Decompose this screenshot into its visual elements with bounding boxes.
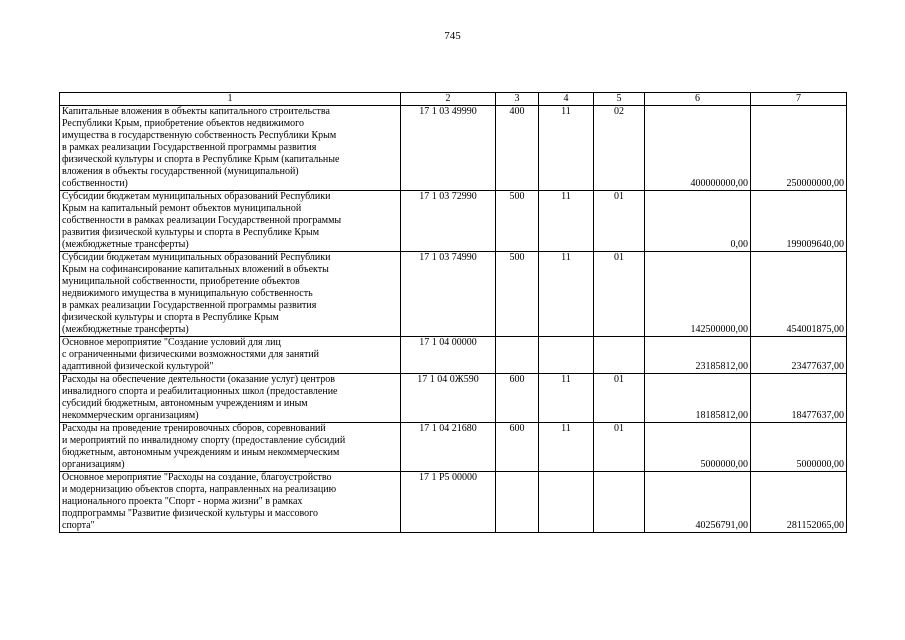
column-header: 1 (60, 93, 401, 106)
row-amount-2020-cell: 40256791,00 (645, 472, 751, 533)
row-code-cell: 17 1 P5 00000 (401, 472, 496, 533)
column-header: 7 (751, 93, 847, 106)
row-name-text: Субсидии бюджетам муниципальных образований Республики Крым на капитальный ремонт объектов муниципальной собственности в рамках реализации Государственной программы развития физической культуры и спорта в Республике Крым (межбюджетные трансферты) (62, 191, 342, 250)
row-subsection-cell: 01 (594, 423, 645, 472)
row-type-cell: 400 (496, 106, 539, 191)
row-name-cell (60, 374, 401, 423)
row-subsection-cell (594, 337, 645, 374)
budget-table (59, 92, 847, 533)
row-amount-2020-cell: 0,00 (645, 191, 751, 252)
row-section-cell: 11 (539, 106, 594, 191)
row-section-cell: 11 (539, 423, 594, 472)
row-code-cell: 17 1 03 72990 (401, 191, 496, 252)
row-type-cell: 500 (496, 191, 539, 252)
row-code-cell: 17 1 03 74990 (401, 252, 496, 337)
row-code-cell: 17 1 04 00000 (401, 337, 496, 374)
row-section-cell: 11 (539, 252, 594, 337)
column-header: 2 (401, 93, 496, 106)
row-section-cell: 11 (539, 191, 594, 252)
row-name-cell (60, 191, 401, 252)
row-type-cell: 600 (496, 423, 539, 472)
row-amount-2020-cell: 142500000,00 (645, 252, 751, 337)
row-subsection-cell: 01 (594, 252, 645, 337)
table-row (60, 423, 847, 472)
row-amount-2020-cell: 23185812,00 (645, 337, 751, 374)
column-header: 5 (594, 93, 645, 106)
row-amount-2020-cell: 400000000,00 (645, 106, 751, 191)
row-name-text: Капитальные вложения в объекты капитального строительства Республики Крым, приобретение объектов недвижимого имущества в государственную собственность Республики Крым в рамках реализации Государственной программы развития физической культуры и спорта в Республике Крым (капитальные вложения в объекты государственной (муниципальной) собственности) (62, 106, 340, 189)
row-subsection-cell: 02 (594, 106, 645, 191)
row-amount-2021-cell: 23477637,00 (751, 337, 847, 374)
row-name-cell (60, 423, 401, 472)
table-row (60, 106, 847, 191)
row-section-cell (539, 472, 594, 533)
row-name-text: Субсидии бюджетам муниципальных образований Республики Крым на софинансирование капитальных вложений в объекты муниципальной собственности, приобретение объектов недвижимого имущества в муниципальную собственность в рамках реализации Государственной программы развития физической культуры и спорта в Республике Крым (межбюджетные трансферты) (62, 252, 331, 335)
row-name-text: Основное мероприятие "Расходы на создание, благоустройство и модернизацию объектов спорта, направленных на реализацию национального проекта "Спорт - норма жизни" в рамках подпрограммы "Развитие физической культуры и массового спорта" (62, 472, 337, 531)
table-row (60, 374, 847, 423)
row-amount-2021-cell: 281152065,00 (751, 472, 847, 533)
row-code-cell: 17 1 04 21680 (401, 423, 496, 472)
row-type-cell (496, 472, 539, 533)
table-row (60, 337, 847, 374)
table-row (60, 191, 847, 252)
row-subsection-cell: 01 (594, 191, 645, 252)
row-amount-2020-cell: 5000000,00 (645, 423, 751, 472)
row-amount-2021-cell: 199009640,00 (751, 191, 847, 252)
table-row (60, 252, 847, 337)
row-amount-2021-cell: 5000000,00 (751, 423, 847, 472)
row-subsection-cell: 01 (594, 374, 645, 423)
row-type-cell (496, 337, 539, 374)
column-header: 4 (539, 93, 594, 106)
row-amount-2021-cell: 454001875,00 (751, 252, 847, 337)
row-amount-2021-cell: 18477637,00 (751, 374, 847, 423)
page-number: 745 (444, 30, 461, 42)
row-type-cell: 500 (496, 252, 539, 337)
row-section-cell (539, 337, 594, 374)
row-code-cell: 17 1 04 0Ж590 (401, 374, 496, 423)
table-header-row (60, 93, 847, 106)
row-type-cell: 600 (496, 374, 539, 423)
row-name-cell (60, 252, 401, 337)
row-section-cell: 11 (539, 374, 594, 423)
row-subsection-cell (594, 472, 645, 533)
row-name-cell (60, 472, 401, 533)
row-amount-2020-cell: 18185812,00 (645, 374, 751, 423)
row-code-cell: 17 1 03 49990 (401, 106, 496, 191)
row-name-text: Расходы на обеспечение деятельности (оказание услуг) центров инвалидного спорта и реабилитационных школ (предоставление субсидий бюджетным, автономным учреждениям и иным некоммерческим организациям) (62, 374, 338, 421)
column-header: 6 (645, 93, 751, 106)
column-header: 3 (496, 93, 539, 106)
row-name-cell (60, 337, 401, 374)
table-row (60, 472, 847, 533)
row-name-text: Расходы на проведение тренировочных сборов, соревнований и мероприятий по инвалидному спорту (предоставление субсидий бюджетным, автономным учреждениям и иным некоммерческим организациям) (62, 423, 346, 470)
row-amount-2021-cell: 250000000,00 (751, 106, 847, 191)
row-name-text: Основное мероприятие "Создание условий для лиц с ограниченными физическими возможностями для занятий адаптивной физической культурой" (62, 337, 320, 372)
row-name-cell (60, 106, 401, 191)
